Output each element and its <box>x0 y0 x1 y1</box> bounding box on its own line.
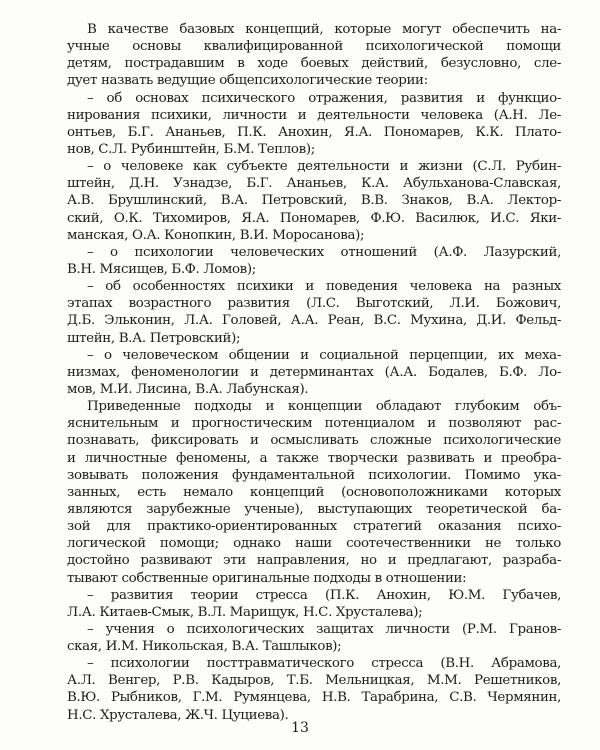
text-line: нирования психики, личности и деятельности человека (А.Н. Ле- <box>67 107 561 123</box>
text-line: – о человеческом общении и социальной перцепции, их меха- <box>87 347 561 363</box>
text-line: учные основы квалифицированной психологической помощи <box>67 39 561 55</box>
text-line: – о психологии человеческих отношений (А.Ф. Лазурский, <box>87 244 561 260</box>
text-line: штейн, В.А. Петровский); <box>67 330 241 346</box>
page-body-text <box>67 21 561 724</box>
text-line: манская, О.А. Конопкин, В.И. Моросанова); <box>67 227 365 243</box>
text-line: этапах возрастного развития (Л.С. Выготский, Л.И. Божович, <box>67 296 561 312</box>
text-line: В.Н. Мясищев, Б.Ф. Ломов); <box>67 261 256 277</box>
text-line: зой для практико-ориентированных стратегий оказания психо- <box>67 519 561 535</box>
text-line: нов, С.Л. Рубинштейн, Б.М. Теплов); <box>67 141 315 157</box>
text-line: штейн, Д.Н. Узнадзе, Б.Г. Ананьев, К.А. Абульханова-Славская, <box>67 176 561 192</box>
text-line: Н.С. Хрусталева, Ж.Ч. Цуциева). <box>67 707 289 723</box>
text-line: Приведенные подходы и концепции обладают глубоким объ- <box>87 399 561 415</box>
text-line: занных, есть немало концепций (основоположниками которых <box>67 484 561 500</box>
text-line: Д.Б. Эльконин, Л.А. Головей, А.А. Реан, В.С. Мухина, Д.И. Фельд- <box>67 313 561 329</box>
text-line: В качестве базовых концепций, которые могут обеспечить на- <box>87 22 561 37</box>
text-line: тывают собственные оригинальные подходы в отношении: <box>67 570 467 586</box>
text-line: познавать, фиксировать и осмысливать сложные психологические <box>67 433 561 449</box>
text-line: А.В. Брушлинский, В.А. Петровский, В.В. Знаков, В.А. Лектор- <box>67 193 561 209</box>
text-line: В.Ю. Рыбников, Г.М. Румянцева, Н.В. Тарабрина, С.В. Чермянин, <box>67 690 561 706</box>
text-line: А.Л. Венгер, Р.В. Кадыров, Т.Б. Мельницкая, М.М. Решетников, <box>67 673 561 689</box>
text-line: мов, М.И. Лисина, В.А. Лабунская). <box>67 381 309 397</box>
text-line: достойно развивают эти направления, но и предлагают, разраба- <box>67 553 561 569</box>
text-line: ская, И.М. Никольская, В.А. Ташлыков); <box>67 639 342 655</box>
text-line: – развития теории стресса (П.К. Анохин, Ю.М. Губачев, <box>87 587 561 603</box>
text-line: – психологии посттравматического стресса (В.Н. Абрамова, <box>87 656 561 672</box>
text-line: зовывать положения фундаментальной психологии. Помимо ука- <box>67 467 561 483</box>
text-line: низмах, феноменологии и детерминантах (А.А. Бодалев, Б.Ф. Ло- <box>67 364 561 380</box>
text-line: – о человеке как субъекте деятельности и жизни (С.Л. Рубин- <box>87 159 561 175</box>
text-line: дует назвать ведущие общепсихологические теории: <box>67 73 428 89</box>
text-line: Л.А. Китаев-Смык, В.Л. Марищук, Н.С. Хрусталева); <box>67 604 423 620</box>
text-line: детям, пострадавшим в ходе боевых действий, безусловно, сле- <box>67 56 561 72</box>
text-line: и личностные феномены, а также творчески развивать и преобра- <box>67 450 561 466</box>
text-line: онтьев, Б.Г. Ананьев, П.К. Анохин, Я.А. Пономарев, К.К. Плато- <box>67 124 561 140</box>
page-number: 13 <box>291 720 309 736</box>
text-line: являются зарубежные ученые), выступающих теоретической ба- <box>67 501 561 517</box>
text-line: – об особенностях психики и поведения человека на разных <box>87 279 561 295</box>
text-line: – учения о психологических защитах личности (Р.М. Гранов- <box>87 621 561 637</box>
text-line: – об основах психического отражения, развития и функцио- <box>87 90 561 106</box>
text-line: ский, О.К. Тихомиров, Я.А. Пономарев, Ф.Ю. Василюк, И.С. Яки- <box>67 210 561 226</box>
text-line: яснительным и прогностическим потенциалом и позволяют рас- <box>67 416 561 432</box>
text-line: логической помощи; однако наши соотечественники не только <box>67 536 561 552</box>
